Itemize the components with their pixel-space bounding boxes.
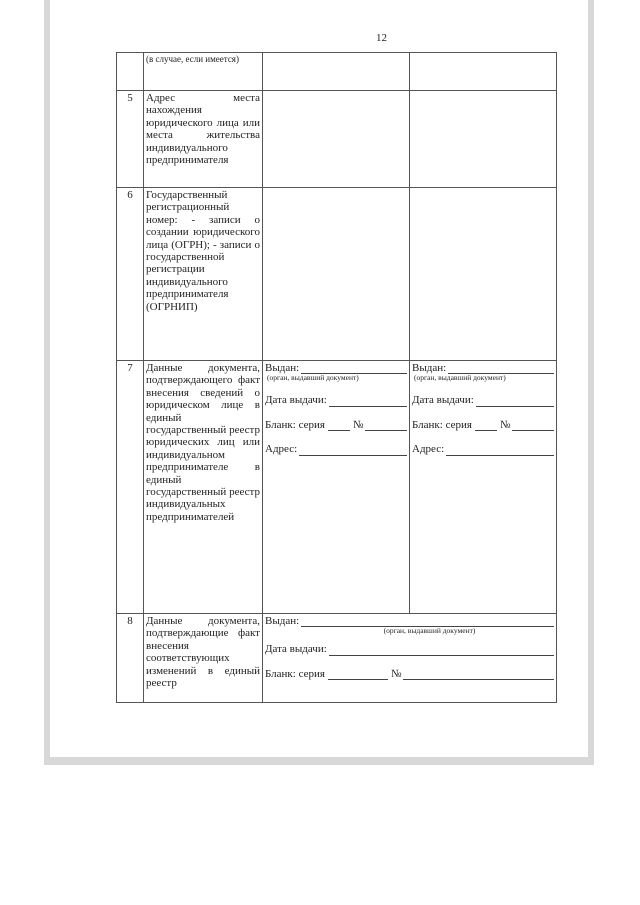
table-row bbox=[117, 53, 557, 91]
row-number: 6 bbox=[117, 188, 144, 361]
issue-date-field[interactable]: Дата выдачи: bbox=[412, 394, 554, 406]
registration-number-cell-2[interactable] bbox=[410, 188, 557, 361]
registration-form-table bbox=[116, 52, 557, 703]
document-cell-2 bbox=[410, 361, 557, 614]
issued-field[interactable]: Выдан: bbox=[412, 362, 554, 374]
blank-series-field[interactable]: Бланк: серия № bbox=[265, 668, 554, 680]
row-number: 7 bbox=[117, 361, 144, 614]
table-row bbox=[117, 614, 557, 703]
row-description: Данные документа, подтверждающие факт внесения соответствующих изменений в единый реестр bbox=[144, 614, 263, 703]
row-number: 5 bbox=[117, 91, 144, 188]
row-description: Данные документа, подтверждающего факт внесения сведений о юридическом лице в единый государственный реестр юридических лиц или индивидуальном предпринимателе в единый государственный реестр индивидуальных предпринимателей bbox=[144, 361, 263, 614]
issued-caption: (орган, выдавший документ) bbox=[267, 373, 359, 383]
document-cell-1 bbox=[263, 361, 410, 614]
blank-series-field[interactable]: Бланк: серия № bbox=[412, 419, 554, 431]
issue-date-field[interactable]: Дата выдачи: bbox=[265, 394, 407, 406]
row-description: (в случае, если имеется) bbox=[144, 53, 263, 91]
blank-series-field[interactable]: Бланк: серия № bbox=[265, 419, 407, 431]
registration-number-cell-1[interactable] bbox=[263, 188, 410, 361]
page-number: 12 bbox=[376, 32, 387, 44]
row-number bbox=[117, 53, 144, 91]
row-description: Государственный регистрационный номер: - записи о создании юридического лица (ОГРН); - записи о государственной регистрации индивидуального предпринимателя (ОГРНИП) bbox=[144, 188, 263, 361]
row-description: Адрес места нахождения юридического лица или места жительства индивидуального предпринимателя bbox=[144, 91, 263, 188]
table-row bbox=[117, 188, 557, 361]
table-row bbox=[117, 361, 557, 614]
changes-document-cell bbox=[263, 614, 557, 703]
issued-field[interactable]: Выдан: bbox=[265, 615, 554, 627]
issued-field[interactable]: Выдан: bbox=[265, 362, 407, 374]
issued-caption: (орган, выдавший документ) bbox=[414, 373, 506, 383]
table-row bbox=[117, 91, 557, 188]
address-field[interactable]: Адрес: bbox=[265, 443, 407, 455]
address-cell-1[interactable] bbox=[263, 91, 410, 188]
address-field[interactable]: Адрес: bbox=[412, 443, 554, 455]
value-cell-2[interactable] bbox=[410, 53, 557, 91]
row-number: 8 bbox=[117, 614, 144, 703]
address-cell-2[interactable] bbox=[410, 91, 557, 188]
issued-caption: (орган, выдавший документ) bbox=[383, 626, 476, 636]
value-cell-1[interactable] bbox=[263, 53, 410, 91]
issue-date-field[interactable]: Дата выдачи: bbox=[265, 643, 554, 655]
